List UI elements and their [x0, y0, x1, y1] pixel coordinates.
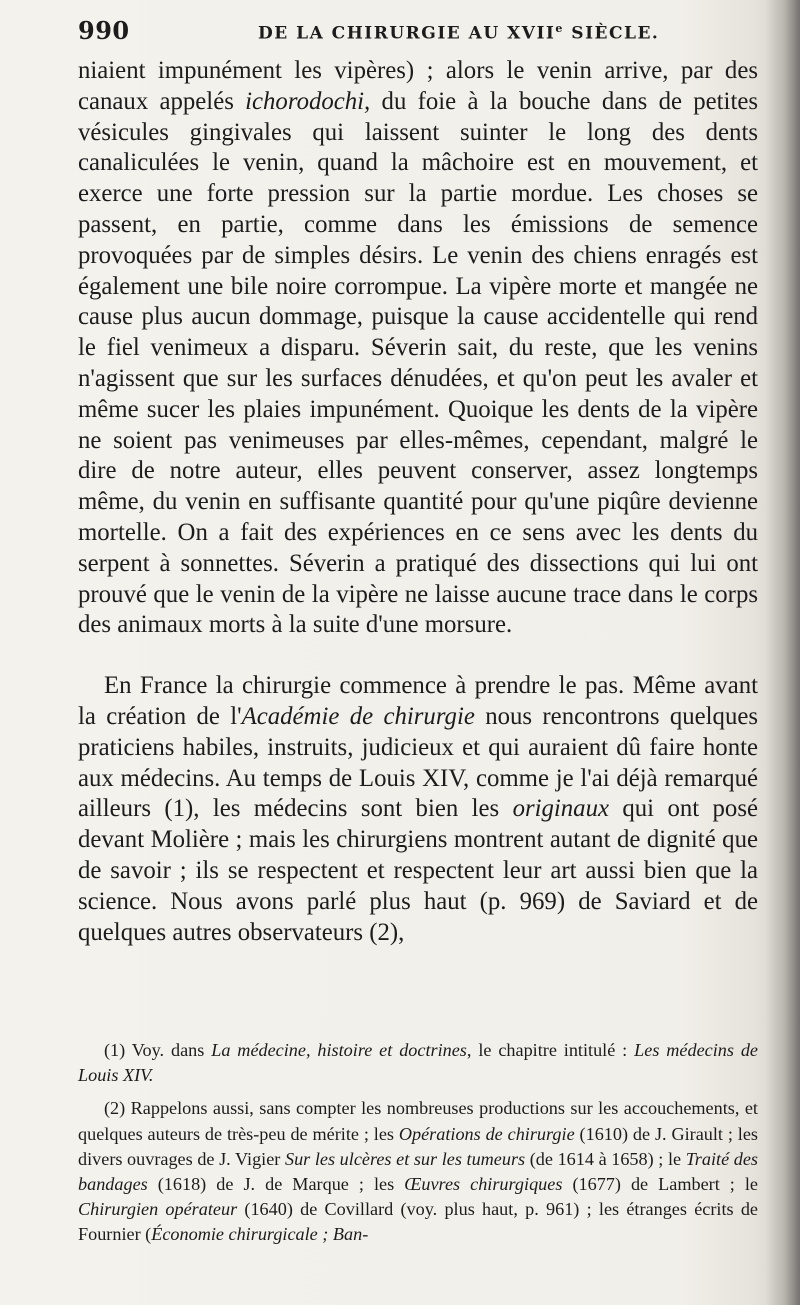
paragraph-text: niaient impunément les vipères) ; alors le venin arrive, par des canaux appelés	[78, 57, 758, 115]
paragraph-text: En France la chirurgie commence à prendre le pas. Même avant la création de l'	[78, 672, 758, 730]
footnote-text: (1640) de Covillard (voy. plus haut, p. 961) ; les étranges écrits de Fournier (	[78, 1199, 758, 1245]
footnote-italic: Économie chirurgicale ; Ban-	[151, 1224, 369, 1245]
footnote-2	[78, 1096, 758, 1247]
footnote-italic: Les médecins de Louis XIV.	[78, 1040, 758, 1086]
paragraph-text: qui ont posé devant Molière ; mais les chirurgiens montrent autant de dignité que de savoir ; ils se respectent et respectent leur art aussi bien que la science. Nous avons parlé plus haut (p. 969) de Saviard et de quelques autres observateurs (2),	[78, 795, 758, 946]
footnote-text: (1610) de J. Girault ; les divers ouvrages de J. Vigier	[78, 1123, 758, 1169]
page-gutter-shadow	[766, 0, 800, 1305]
running-title-main: DE LA CHIRURGIE AU XVII	[258, 23, 556, 44]
footnote-italic: Œuvres chirurgiques	[404, 1174, 563, 1195]
paragraph-text: nous rencontrons quelques praticiens habiles, instruits, judicieux et qui auraient dû faire honte aux médecins. Au temps de Louis XIV, comme je l'ai déjà remarqué ailleurs (1), les médecins sont bien les	[78, 702, 758, 823]
running-title	[258, 22, 659, 44]
footnote-text: (2) Rappelons aussi, sans compter les nombreuses productions sur les accouchements, et quelques auteurs de très-peu de mérite ; les	[78, 1098, 758, 1144]
paragraph-italic: originaux	[512, 795, 609, 823]
footnote-italic: Sur les ulcères et sur les tumeurs	[284, 1148, 526, 1169]
footnote-italic: Opérations de chirurgie	[398, 1123, 575, 1144]
paragraph-venin	[78, 56, 758, 641]
footnote-italic: Traité des bandages	[78, 1148, 759, 1195]
running-title-superscript: e	[555, 22, 564, 35]
footnote-text: , le chapitre intitulé :	[466, 1040, 635, 1060]
paragraph-italic: ichorodochi,	[245, 87, 371, 115]
footnote-1	[78, 1038, 758, 1088]
footnote-text: (1) Voy. dans	[104, 1040, 212, 1060]
footnote-text: (de 1614 à 1658) ; le	[525, 1148, 686, 1169]
running-title-end: SIÈCLE.	[563, 23, 660, 44]
footnote-italic: La médecine, histoire et doctrines	[211, 1040, 467, 1060]
running-header	[78, 14, 758, 48]
footnote-text: (1677) de Lambert ; le	[562, 1174, 758, 1195]
paragraph-italic: Académie de chirurgie	[241, 702, 475, 730]
footnote-text: (1618) de J. de Marque ; les	[147, 1174, 405, 1195]
body-text	[78, 56, 758, 948]
paragraph-text: du foie à la bouche dans de petites vésicules gingivales qui laissent suinter le long des dents canaliculées le venin, quand la mâchoire est en mouvement, et exerce une forte pression sur la partie mordue. Les choses se passent, en partie, comme dans les émissions de semence provoquées par de simples désirs. Le venin des chiens enragés est également une bile noire corrompue. La vipère morte et mangée ne cause plus aucun dommage, puisque la cause accidentelle qui rend le fiel venimeux a disparu. Séverin sait, du reste, que les venins n'agissent que sur les surfaces dénudées, et qu'on peut les avaler et même sucer les plaies impunément. Quoique les dents de la vipère ne soient pas venimeuses par elles-mêmes, cependant, malgré le dire de notre auteur, elles peuvent conserver, assez longtemps même, du venin en suffisante quantité pour qu'une piqûre devienne mortelle. On a fait des expériences en ce sens avec les dents du serpent à sonnettes. Séverin a pratiqué des dissections qui lui ont prouvé que le venin de la vipère ne laisse aucune trace dans le corps des animaux morts à la suite d'une morsure.	[78, 87, 758, 639]
page-number: 990	[78, 16, 130, 45]
paragraph-chirurgie-france	[78, 671, 758, 948]
footnotes	[78, 1038, 758, 1256]
footnote-italic: Chirurgien opérateur	[78, 1199, 238, 1220]
